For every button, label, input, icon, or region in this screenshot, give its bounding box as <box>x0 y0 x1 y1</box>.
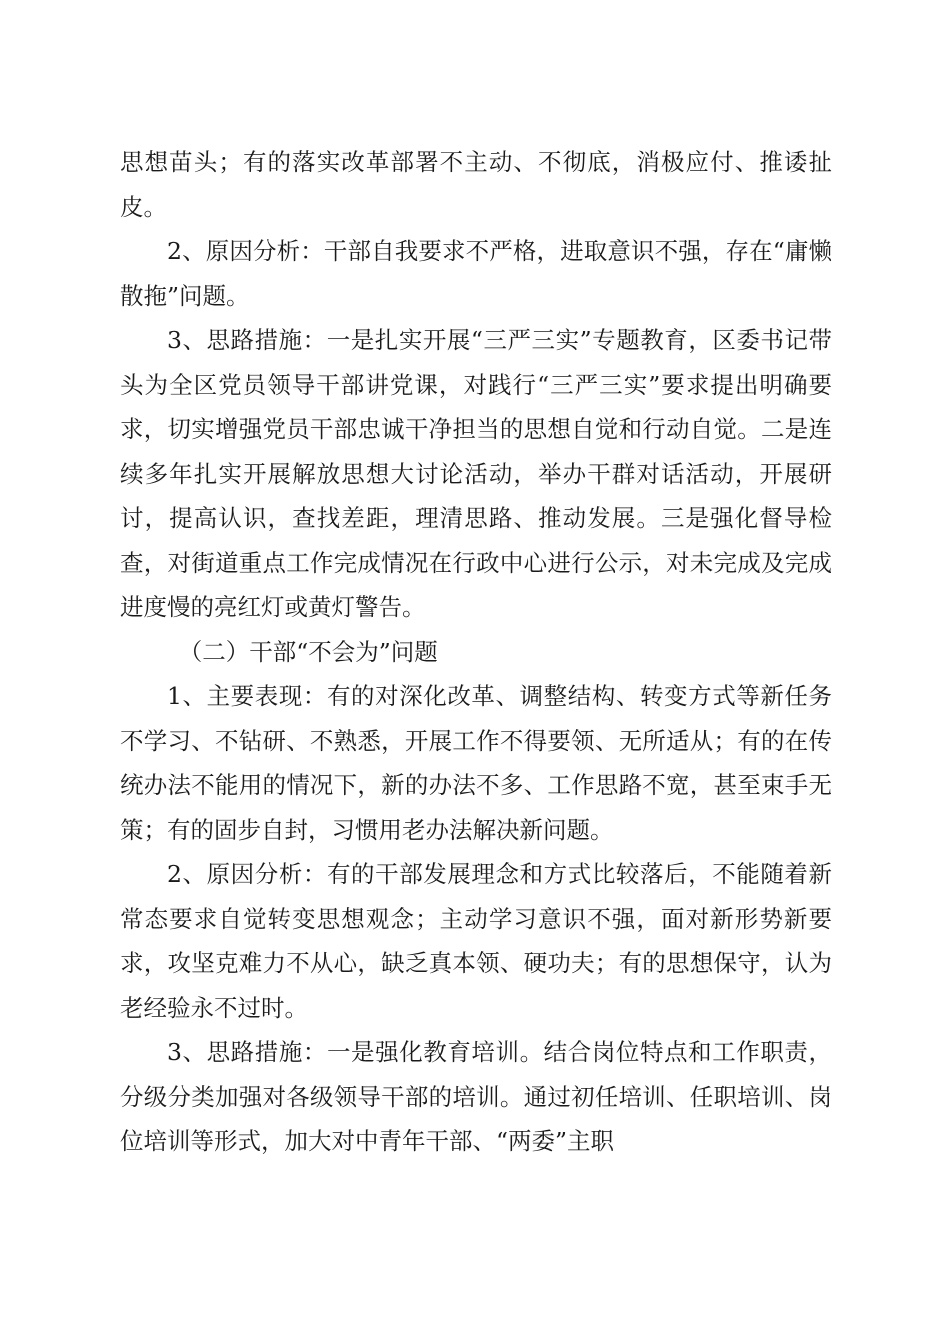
paragraph-measures-1: 3、思路措施：一是扎实开展“三严三实”专题教育，区委书记带头为全区党员领导干部讲党课，对践行“三严三实”要求提出明确要求，切实增强党员干部忠诚干净担当的思想自觉和行动自觉。二是连续多年扎实开展解放思想大讨论活动，举办干群对话活动，开展研讨，提高认识，查找差距，理清思路、推动发展。三是强化督导检查，对街道重点工作完成情况在行政中心进行公示，对未完成及完成进度慢的亮红灯或黄灯警告。 <box>120 326 832 621</box>
section-heading-2: （二）干部“不会为”问题 <box>178 637 438 666</box>
paragraph-cause-analysis-2: 2、原因分析：有的干部发展理念和方式比较落后，不能随着新常态要求自觉转变思想观念；主动学习意识不强，面对新形势新要求，攻坚克难力不从心，缺乏真本领、硬功夫；有的思想保守，认为老经验永不过时。 <box>120 860 832 1022</box>
document-body <box>120 140 832 1164</box>
paragraph-main-performance-2: 1、主要表现：有的对深化改革、调整结构、转变方式等新任务不学习、不钻研、不熟悉，开展工作不得要领、无所适从；有的在传统办法不能用的情况下，新的办法不多、工作思路不宽，甚至束手无策；有的固步自封，习惯用老办法解决新问题。 <box>120 682 832 844</box>
paragraph-measures-2: 3、思路措施：一是强化教育培训。结合岗位特点和工作职责，分级分类加强对各级领导干部的培训。通过初任培训、任职培训、岗位培训等形式，加大对中青年干部、“两委”主职 <box>120 1038 832 1155</box>
paragraph-continuation: 思想苗头；有的落实改革部署不主动、不彻底，消极应付、推诿扯皮。 <box>120 148 832 221</box>
paragraph-cause-analysis-1: 2、原因分析：干部自我要求不严格，进取意识不强，存在“庸懒散拖”问题。 <box>120 237 832 310</box>
